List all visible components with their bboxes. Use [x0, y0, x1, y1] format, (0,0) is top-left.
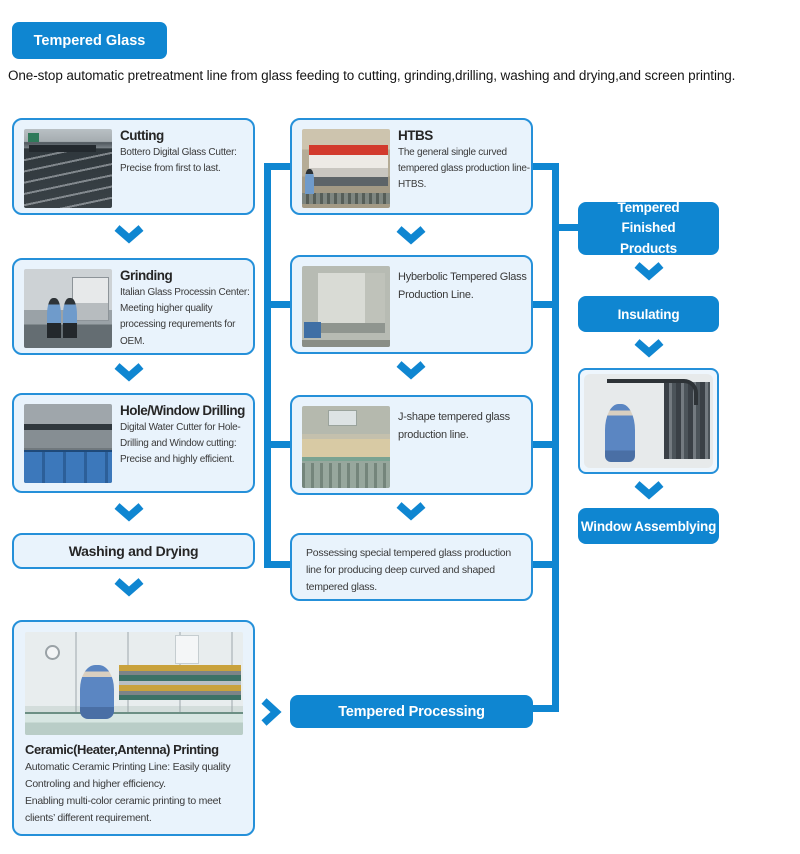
arrow-down-icon	[634, 339, 664, 358]
window-assembly-photo	[584, 374, 713, 468]
left-bus-line	[264, 163, 271, 568]
arrow-down-icon	[114, 225, 144, 244]
cutting-box	[12, 118, 255, 215]
worker-figure	[63, 298, 77, 338]
printing-machine	[119, 665, 241, 700]
special-line-box	[290, 533, 533, 601]
arrow-down-icon	[396, 226, 426, 245]
connector-left-jshape	[271, 441, 290, 448]
photo-detail	[309, 145, 388, 186]
arrow-right-icon	[261, 698, 283, 726]
washing-drying-label: Washing and Drying	[68, 543, 199, 559]
jshape-line-photo	[302, 406, 390, 488]
arrow-down-icon	[634, 262, 664, 281]
drilling-desc: Digital Water Cutter for Hole-Drilling and Window cutting: Precise and highly efficient.	[120, 422, 241, 466]
connector-left-special	[271, 561, 290, 568]
glass-cutting-photo	[24, 129, 112, 208]
arrow-down-icon	[396, 502, 426, 521]
arrow-down-icon	[634, 481, 664, 500]
right-bus-line	[552, 163, 559, 712]
connector-right-jshape	[533, 441, 552, 448]
arrow-down-icon	[396, 361, 426, 380]
jshape-desc: J-shape tempered glass production line.	[398, 411, 510, 441]
photo-detail	[24, 424, 112, 430]
drilling-box	[12, 393, 255, 493]
ceramic-title: Ceramic(Heater,Antenna) Printing	[25, 742, 219, 757]
photo-detail	[28, 133, 39, 142]
arrow-down-icon	[114, 578, 144, 597]
window-assembling-button[interactable]: Window Assemblying	[578, 508, 719, 544]
cutting-desc: Bottero Digital Glass Cutter: Precise from first to last.	[120, 147, 237, 175]
ceramic-desc-2: Enabling multi-color ceramic printing to meet clients’ different requirement.	[25, 795, 221, 824]
grinding-box	[12, 258, 255, 355]
photo-detail	[304, 322, 322, 338]
wall-clock	[45, 645, 60, 660]
tempered-glass-badge[interactable]: Tempered Glass	[12, 22, 167, 59]
grinding-desc: Italian Glass Processin Center: Meeting higher quality processing requrements for OEM.	[120, 287, 250, 347]
photo-detail	[24, 150, 112, 208]
htbs-desc: The general single curved tempered glass production line-HTBS.	[398, 147, 530, 191]
jshape-box	[290, 395, 533, 495]
drilling-title: Hole/Window Drilling	[120, 403, 245, 418]
htbs-box	[290, 118, 533, 215]
hyperbolic-desc: Hyberbolic Tempered Glass Production Line.	[398, 271, 527, 301]
intro-subtitle: One-stop automatic pretreatment line from glass feeding to cutting, grinding,drilling, washing and drying,and screen printing.	[8, 68, 736, 83]
connector-finished-products	[559, 224, 578, 231]
connector-left-hyperbolic	[271, 301, 290, 308]
connector-right-special	[533, 561, 552, 568]
water-cutter-photo	[24, 404, 112, 483]
hyperbolic-line-photo	[302, 266, 390, 347]
photo-detail	[29, 145, 96, 152]
photo-detail	[72, 277, 109, 321]
htbs-title: HTBS	[398, 128, 433, 143]
connector-right-htbs	[533, 163, 552, 170]
special-line-desc: Possessing special tempered glass production line for producing deep curved and shaped tempered glass.	[306, 547, 511, 593]
photo-detail	[328, 410, 356, 426]
worker-figure	[47, 298, 61, 338]
photo-detail	[302, 340, 390, 347]
ceramic-printing-box	[12, 620, 255, 836]
insulating-button[interactable]: Insulating	[578, 296, 719, 332]
photo-detail	[318, 273, 385, 333]
assembly-photo-box	[578, 368, 719, 474]
photo-detail	[24, 450, 112, 483]
connector-right-hyperbolic	[533, 301, 552, 308]
worker-figure	[80, 665, 114, 719]
ceramic-printing-photo	[25, 632, 243, 735]
photo-detail	[302, 193, 390, 204]
connector-tempered-processing	[533, 705, 559, 712]
hyperbolic-box	[290, 255, 533, 354]
tempered-finished-products-button[interactable]: Tempered Finished Products	[578, 202, 719, 255]
grinding-title: Grinding	[120, 268, 173, 283]
worker-figure	[605, 404, 635, 462]
glass-table	[25, 712, 243, 735]
connector-left-htbs	[271, 163, 290, 170]
arrow-down-icon	[114, 503, 144, 522]
htbs-furnace-photo	[302, 129, 390, 208]
arrow-down-icon	[114, 363, 144, 382]
machine-arm	[607, 379, 697, 405]
cutting-title: Cutting	[120, 128, 164, 143]
photo-detail	[175, 635, 199, 664]
tempered-processing-button[interactable]: Tempered Processing	[290, 695, 533, 728]
glass-grinding-photo	[24, 269, 112, 348]
worker-figure	[305, 169, 315, 194]
washing-drying-box	[12, 533, 255, 569]
ceramic-desc-1: Automatic Ceramic Printing Line: Easily quality Controling and higher efficiency.	[25, 761, 231, 790]
photo-detail	[302, 463, 390, 488]
